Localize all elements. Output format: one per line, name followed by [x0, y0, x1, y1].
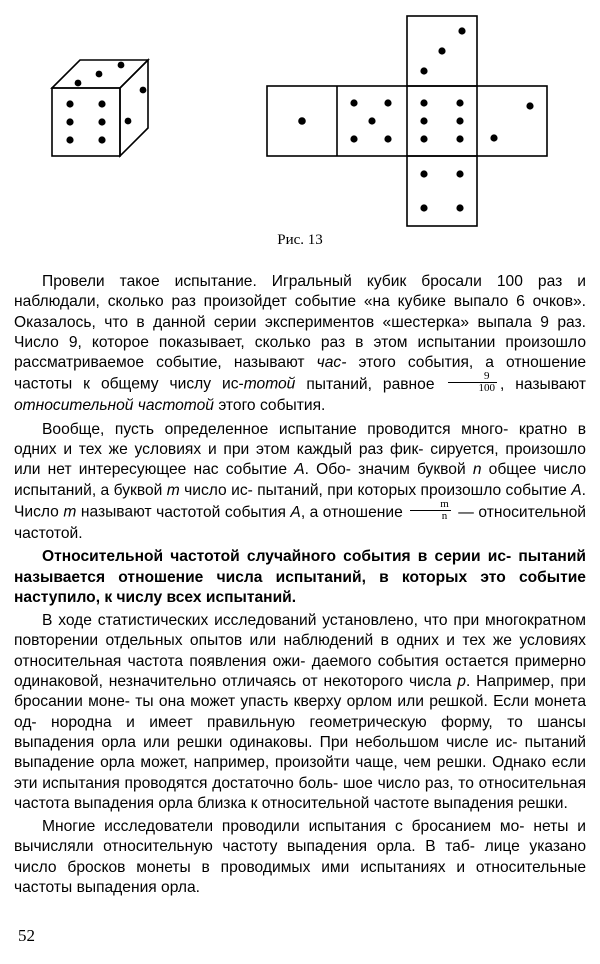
- fraction-numerator: 9: [448, 371, 497, 383]
- text-run: В ходе статистических исследований установлено, что при: [42, 612, 480, 630]
- italic-run: A: [571, 481, 582, 499]
- text-run: события.: [259, 397, 326, 415]
- italic-run: относительной частотой: [14, 397, 214, 415]
- text-line: [260, 397, 325, 414]
- text-line: [42, 421, 508, 438]
- text-run: многократном повторении отдельных опытов или наблюдений: [14, 612, 586, 650]
- text-run: , называют: [499, 376, 586, 394]
- text-run: пытаний, при которых произошло событие: [257, 481, 572, 499]
- text-run: называют: [76, 503, 152, 521]
- text-run: испытании произошло рассматриваемое событие, называют: [14, 333, 586, 372]
- text-run: отличаясь от некоторого числа: [222, 673, 458, 691]
- italic-run: m: [166, 481, 180, 499]
- text-run: нородна и имеет правильную геометрическую форму, то шансы: [51, 713, 586, 731]
- fraction-numerator: m: [410, 499, 451, 511]
- text-run: — относительной частотой.: [14, 503, 586, 542]
- text-run: этого: [213, 397, 256, 415]
- text-run: выпала 9 раз. Число 9, которое показывает, сколько раз в этом: [14, 313, 587, 351]
- italic-run: час-: [316, 354, 347, 372]
- text-run: . Например, при бросании моне-: [14, 673, 586, 711]
- page-number: 52: [18, 926, 35, 945]
- text-run: и наблюдали, сколько раз произойдет событие «на кубике выпало: [14, 273, 586, 311]
- text-line: [42, 273, 562, 290]
- text-run: ты она может упасть кверху орлом или решкой. Если монета од-: [14, 693, 586, 731]
- text-run: пытаний называется отношение числа испытаний, в которых: [14, 548, 586, 586]
- text-run: этого события, а отношение частоты к общему числу ис-: [14, 354, 586, 394]
- text-line: [42, 818, 524, 835]
- text-run: шое число раз, то относительная частота выпадения орла близка: [14, 774, 587, 812]
- text-line: [251, 795, 568, 812]
- text-run: частотой события: [156, 503, 291, 521]
- text-run: лице указано число бросков монеты в проводимых ими: [14, 838, 586, 876]
- text-run: 6 очков». Оказалось, что в данной серии экспериментов «шестерка»: [14, 293, 586, 331]
- text-line: [14, 734, 517, 751]
- text-run: в одних и тех же условиях относительная частота появления ожи-: [14, 632, 586, 670]
- text-run: это событие наступило, к числу всех испытаний.: [14, 568, 586, 606]
- italic-run: A: [290, 503, 301, 521]
- italic-run: p: [457, 673, 466, 691]
- body-text: [14, 272, 586, 901]
- italic-run: тотой: [243, 376, 296, 394]
- text-run: Многие исследователи проводили испытания с бросанием мо-: [42, 818, 525, 836]
- italic-run: A: [294, 461, 305, 479]
- fraction-denominator: n: [441, 509, 448, 522]
- dice-net-pips: [298, 27, 533, 211]
- text-run: к относительной частоте выпадения решки.: [250, 794, 568, 812]
- text-run: испытаниях и относительные частоты выпадения орла.: [14, 858, 587, 897]
- text-run: Относительной частотой случайного события в серии ис-: [42, 548, 512, 566]
- text-run: . Число: [14, 481, 586, 521]
- text-run: пытаний, равное: [306, 376, 446, 394]
- figure-caption: Рис. 13: [277, 232, 323, 248]
- text-run: сируется, произошло или нет интересующее нас событие: [14, 441, 586, 479]
- text-run: Вообще, пусть определенное испытание проводится много-: [42, 420, 509, 438]
- paragraph-p1: [14, 272, 586, 417]
- dice-net: [267, 16, 547, 226]
- text-run: , а отношение: [300, 503, 408, 521]
- paragraph-p4: [14, 611, 586, 814]
- text-run: пытаний выпадение орла может, например, произойти чаще, чем: [14, 733, 586, 772]
- italic-run: m: [63, 503, 77, 521]
- text-line: [42, 612, 479, 629]
- paragraph-p3: [14, 547, 586, 608]
- text-run: даемого события остается примерно одинаковой, незначительно: [14, 652, 586, 691]
- paragraph-p2: [14, 420, 586, 544]
- paragraph-p5: [14, 817, 586, 898]
- text-run: общее число испытаний, а буквой: [14, 461, 587, 499]
- text-run: . Обо-: [304, 461, 352, 479]
- text-run: решки. Однако если эти испытания проводятся достаточно боль-: [14, 754, 586, 792]
- text-line: [51, 714, 586, 731]
- text-run: выпадения орла или решки одинаковы. При небольшом числе ис-: [14, 733, 518, 751]
- fraction: [410, 499, 451, 522]
- text-line: [42, 548, 511, 565]
- text-run: Провели такое испытание. Игральный кубик бросали 100 раз: [42, 273, 563, 290]
- dice-figure: [0, 0, 600, 262]
- fraction-denominator: 100: [478, 382, 495, 395]
- text-run: неты и вычисляли относительную частоту выпадения орла. В таб-: [14, 818, 586, 856]
- fraction: [448, 371, 497, 394]
- italic-run: n: [472, 461, 482, 479]
- text-run: значим буквой: [358, 461, 473, 479]
- text-run: кратно в одних и тех же условиях и при этом каждый раз фик-: [14, 420, 586, 459]
- text-run: число ис-: [179, 481, 253, 499]
